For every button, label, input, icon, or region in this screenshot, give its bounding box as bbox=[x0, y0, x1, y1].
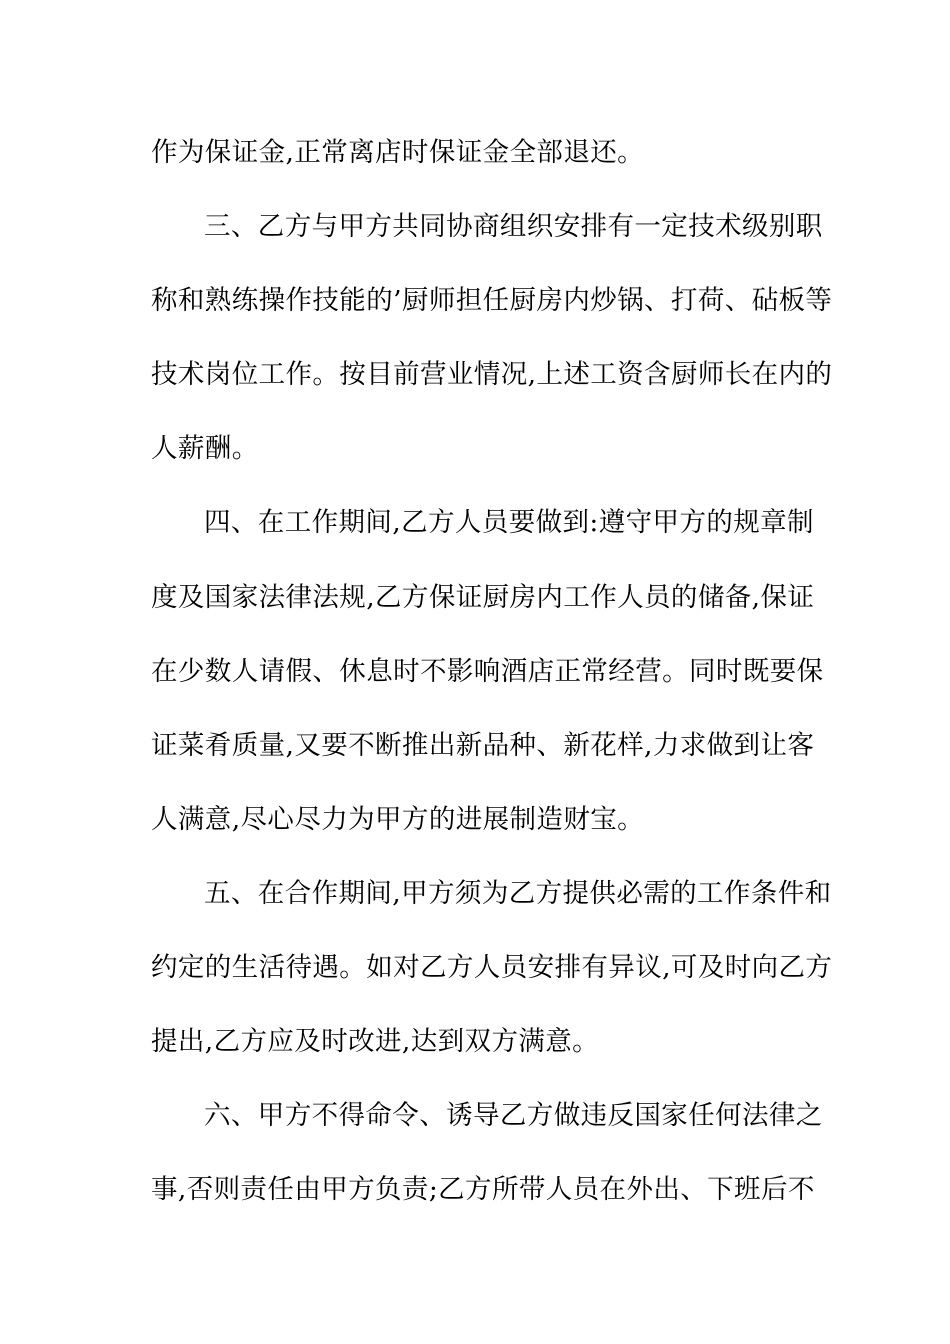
text-line-4: 技术岗位工作。按目前营业情况,上述工资含厨师长在内的 bbox=[151, 359, 833, 391]
text-line-2: 三、乙方与甲方共同协商组织安排有一定技术级别职 bbox=[204, 211, 823, 243]
text-line-3: 称和熟练操作技能的’厨师担任厨房内炒锅、打荷、砧板等 bbox=[151, 285, 833, 317]
text-line-6: 四、在工作期间,乙方人员要做到:遵守甲方的规章制 bbox=[204, 507, 814, 539]
text-line-7: 度及国家法律法规,乙方保证厨房内工作人员的储备,保证 bbox=[151, 581, 815, 613]
document-page bbox=[151, 130, 833, 1241]
text-line-9: 证菜肴质量,又要不断推出新品种、新花样,力求做到让客 bbox=[151, 729, 815, 761]
text-line-14: 六、甲方不得命令、诱导乙方做违反国家任何法律之 bbox=[204, 1100, 823, 1132]
text-line-5: 人薪酬。 bbox=[151, 433, 259, 465]
text-line-12: 约定的生活待遇。如对乙方人员安排有异议,可及时向乙方 bbox=[151, 952, 833, 984]
text-line-15: 事,否则责任由甲方负责;乙方所带人员在外出、下班后不 bbox=[151, 1174, 815, 1206]
text-line-11: 五、在合作期间,甲方须为乙方提供必需的工作条件和 bbox=[204, 877, 832, 909]
text-line-13: 提出,乙方应及时改进,达到双方满意。 bbox=[151, 1026, 600, 1058]
text-line-10: 人满意,尽心尽力为甲方的进展制造财宝。 bbox=[151, 803, 645, 835]
text-line-8: 在少数人请假、休息时不影响酒店正常经营。同时既要保 bbox=[151, 655, 824, 687]
text-line-1: 作为保证金,正常离店时保证金全部退还。 bbox=[151, 137, 645, 168]
